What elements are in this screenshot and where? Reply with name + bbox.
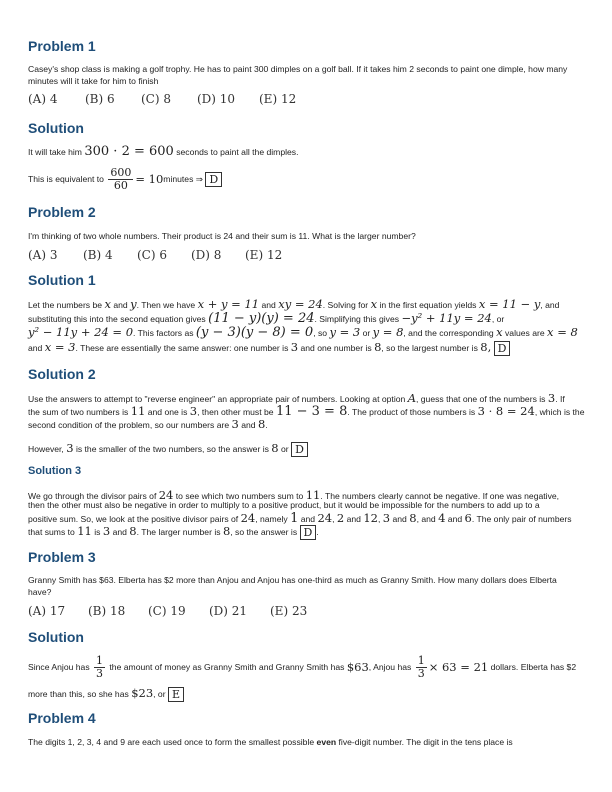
problem-3-solution-line-1: Since Anjou has $\frac{1}{3}$ the amount of money as Granny Smith and Granny Smith has $63 , Anjou has $\frac{1}{3}$ × 63 = 21 dollars. Elberta has $2 (28, 653, 577, 680)
solution-2-line-4: However, 3 is the smaller of the two numbers, so the answer is 8 or D (28, 441, 308, 457)
problem-3-text: Granny Smith has $63. Elberta has $2 more than Anjou and Anjou has one-third as much as Granny Smith. How many dollars does Elberta have? (28, 575, 557, 597)
choice-e: (E) 23 (270, 604, 308, 618)
solution-2-heading: Solution 2 (28, 366, 96, 382)
problem-2-text: I'm thinking of two whole numbers. Their product is 24 and their sum is 11. What is the larger number? (28, 231, 416, 241)
answer-box: D (291, 442, 308, 457)
choice-d: (D) 10 (197, 92, 236, 106)
solution-3-line-2: then the other must also be negative in order to multiply to a positive product, but it would be impossible for the numbers to add up to a (28, 500, 540, 510)
choice-e: (E) 12 (245, 248, 283, 262)
problem-4-text: The digits 1, 2, 3, 4 and 9 are each used once to form the smallest possible even five-digit number. The digit in the tens place is (28, 737, 513, 747)
problem-4-heading: Problem 4 (28, 710, 96, 726)
problem-1-heading: Problem 1 (28, 38, 96, 54)
choice-a: (A) 3 (28, 248, 58, 262)
choice-c: (C) 8 (141, 92, 171, 106)
choice-c: (C) 19 (148, 604, 186, 618)
solution-1-line-4: and x = 3. These are essentially the same answer: one number is 3 and one number is 8, so the largest number is 8, D (28, 340, 510, 356)
choice-d: (D) 21 (209, 604, 248, 618)
choice-d: (D) 8 (191, 248, 222, 262)
answer-box: E (168, 687, 184, 702)
fraction: $\frac{600}{60}$ (110, 165, 132, 192)
choice-b: (B) 6 (85, 92, 115, 106)
math: 300 · 2 = 600 (84, 144, 174, 159)
solution-1-line-3: y² − 11y + 24 = 0. This factors as (y − 3)(y − 8) = 0, so y = 3 or y = 8, and the corresponding x values are x = 8 (28, 325, 578, 340)
answer-box: D (205, 172, 222, 187)
problem-1-solution-heading: Solution (28, 120, 84, 136)
problem-3-solution-line-2: more than this, so she has $23, or E (28, 686, 184, 702)
solution-1-line-2: substituting this into the second equation gives (11 − y)(y) = 24. Simplifying this gives −y² + 11y = 24, or (28, 311, 505, 326)
solution-1-line-1: Let the numbers be x and y. Then we have x + y = 11 and xy = 24. Solving for x in the first equation yields x = 11 − y, and (28, 297, 560, 311)
solution-3-line-3: positive sum. So, we look at the positive divisor pairs of 24, namely 1 and 24, 2 and 12, 3 and 8, and 4 and 6. The only pair of numbers (28, 511, 572, 526)
choice-a: (A) 4 (28, 92, 58, 106)
solution-1-heading: Solution 1 (28, 272, 96, 288)
problem-2-choices (28, 248, 282, 262)
solution-3-line-4: that sums to 11 is 3 and 8. The larger number is 8, so the answer is D . (28, 524, 319, 540)
solution-3-line-1: We go through the divisor pairs of 24 to see which two numbers sum to 11. The numbers clearly cannot be negative. If one was negative, (28, 488, 560, 502)
answer-box: D (494, 341, 511, 356)
choice-a: (A) 17 (28, 604, 66, 618)
solution-2-line-2: the sum of two numbers is 11 and one is 3, then other must be 11 − 3 = 8. The product of those numbers is 3 · 8 = 24, which is the (28, 404, 585, 419)
problem-3-heading: Problem 3 (28, 549, 96, 565)
choice-e: (E) 12 (259, 92, 297, 106)
problem-3-solution-heading: Solution (28, 629, 84, 645)
fraction: $\frac{1}{3}$ (417, 653, 425, 680)
solution-3-heading: Solution 3 (28, 465, 82, 477)
choice-b: (B) 18 (88, 604, 126, 618)
solution-2-line-3: second condition of the problem, so our numbers are 3 and 8. (28, 417, 268, 431)
problem-1-solution-line-1: It will take him 300 · 2 = 600 seconds to paint all the dimples. (28, 144, 299, 159)
problem-1-choices (28, 92, 296, 106)
problem-1-solution-line-2: This is equivalent to $\frac{600}{60}$ = 10 minutes ⇒ D (28, 162, 222, 196)
solution-2-line-1: Use the answers to attempt to "reverse engineer" an appropriate pair of numbers. Looking at option A, guess that one of the numbers is 3. If (28, 391, 565, 405)
choice-c: (C) 6 (137, 248, 167, 262)
problem-2-heading: Problem 2 (28, 204, 96, 220)
choice-b: (B) 4 (83, 248, 113, 262)
answer-box: D (300, 525, 317, 540)
problem-1-text: Casey's shop class is making a golf trophy. He has to paint 300 dimples on a golf ball. If it takes him 2 seconds to paint one dimple, how many minutes will it take for him to finish (28, 64, 568, 86)
fraction: $\frac{1}{3}$ (96, 653, 104, 680)
problem-3-choices (28, 604, 307, 618)
